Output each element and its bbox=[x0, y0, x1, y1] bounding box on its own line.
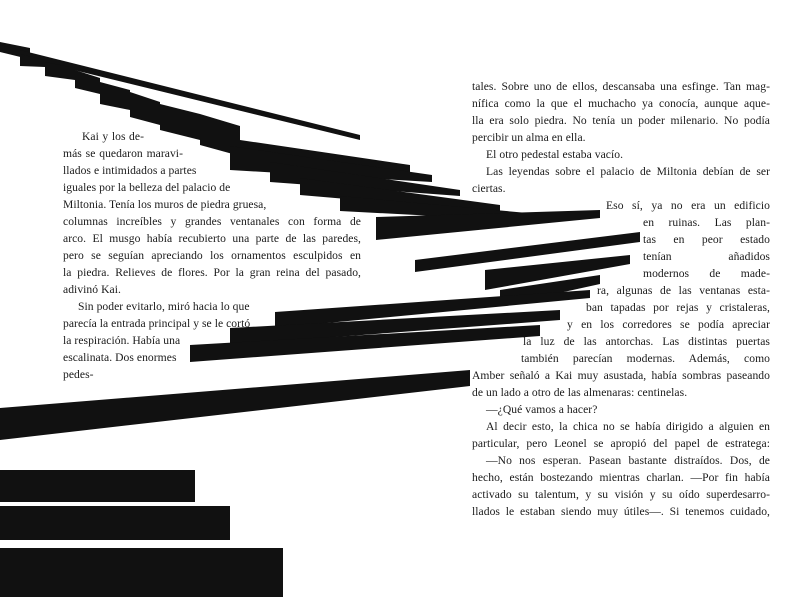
right-line-18: Amber señaló a Kai muy asustada, había sombras paseando bbox=[472, 369, 770, 382]
left-line-12: parecía la entrada principal y se le cortó bbox=[63, 317, 251, 330]
right-line-23: —No nos esperan. Pasean bastante distraídos. Dos, de bbox=[486, 454, 770, 467]
left-line-2: más se quedaron maravi- bbox=[63, 147, 183, 160]
left-line-9: la piedra. Relieves de flores. Por la gran reina del pasado, bbox=[63, 266, 361, 279]
right-line-9: en ruinas. Las plan- bbox=[643, 216, 770, 229]
stair-step bbox=[0, 548, 283, 597]
left-line-10: adivinó Kai. bbox=[63, 283, 121, 296]
left-line-14: escalinata. Dos enormes bbox=[63, 351, 177, 364]
left-line-11: Sin poder evitarlo, miró hacia lo que bbox=[78, 300, 250, 313]
stair-step bbox=[0, 470, 195, 502]
right-line-6: Las leyendas sobre el palacio de Miltonia debían de ser bbox=[486, 165, 770, 178]
stair-step bbox=[100, 82, 130, 110]
left-line-1: Kai y los de- bbox=[82, 130, 144, 143]
right-line-2: nífica como la que el muchacho ya conocía, aunque aque- bbox=[472, 97, 770, 110]
left-line-7: arco. El musgo había recubierto una parte de las paredes, bbox=[63, 232, 361, 245]
stair-step bbox=[0, 506, 230, 540]
left-line-15: pedes- bbox=[63, 368, 94, 381]
left-line-6: columnas increíbles y grandes ventanales con forma de bbox=[63, 215, 361, 228]
right-line-25: activado su talentum, y su visión y su oído superdesarro- bbox=[472, 488, 770, 501]
right-line-19: de un lado a otro de las almenaras: centinelas. bbox=[472, 386, 688, 399]
right-line-8: Eso sí, ya no era un edificio bbox=[606, 199, 770, 212]
left-line-13: la respiración. Había una bbox=[63, 334, 181, 347]
right-line-5: El otro pedestal estaba vacío. bbox=[486, 148, 624, 161]
right-line-13: ra, algunas de las ventanas esta- bbox=[597, 284, 770, 297]
stair-step bbox=[130, 92, 160, 125]
right-line-22: particular, pero Leonel se apropió del papel de estratega: bbox=[472, 437, 770, 450]
right-line-24: hecho, están bostezando mientras charlan. —Por fin había bbox=[472, 471, 770, 484]
right-line-12: modernos de made- bbox=[643, 267, 770, 280]
right-line-21: Al decir esto, la chica no se había dirigido a alguien en bbox=[486, 420, 770, 433]
right-line-26: llados le estaban siendo muy útiles—. Si tenemos cuidado, bbox=[472, 505, 770, 518]
right-line-4: percibir un alma en ella. bbox=[472, 131, 586, 144]
right-line-20: —¿Qué vamos a hacer? bbox=[486, 403, 598, 416]
left-line-8: pero se seguían apreciando los ornamentos esculpidos en bbox=[63, 249, 361, 262]
left-line-3: llados e intimidados a partes bbox=[63, 164, 197, 177]
right-line-14: ban tapadas por rejas y cristaleras, bbox=[586, 301, 770, 314]
right-line-3: lla era solo piedra. No tenía un poder milenario. No podía bbox=[472, 114, 770, 127]
right-line-15: y en los corredores se podía apreciar bbox=[567, 318, 770, 331]
right-line-1: tales. Sobre uno de ellos, descansaba una esfinge. Tan mag- bbox=[472, 80, 770, 93]
right-line-10: tas en peor estado bbox=[643, 233, 770, 246]
left-line-4: iguales por la belleza del palacio de bbox=[63, 181, 231, 194]
right-line-11: tenían añadidos bbox=[643, 250, 770, 263]
stair-step bbox=[160, 104, 200, 140]
right-line-17: también parecían modernas. Además, como bbox=[521, 352, 770, 365]
left-line-5: Miltonia. Tenía los muros de piedra gruesa, bbox=[63, 198, 267, 211]
right-line-7: ciertas. bbox=[472, 182, 506, 195]
right-line-16: la luz de las antorchas. Las distintas puertas bbox=[523, 335, 770, 348]
